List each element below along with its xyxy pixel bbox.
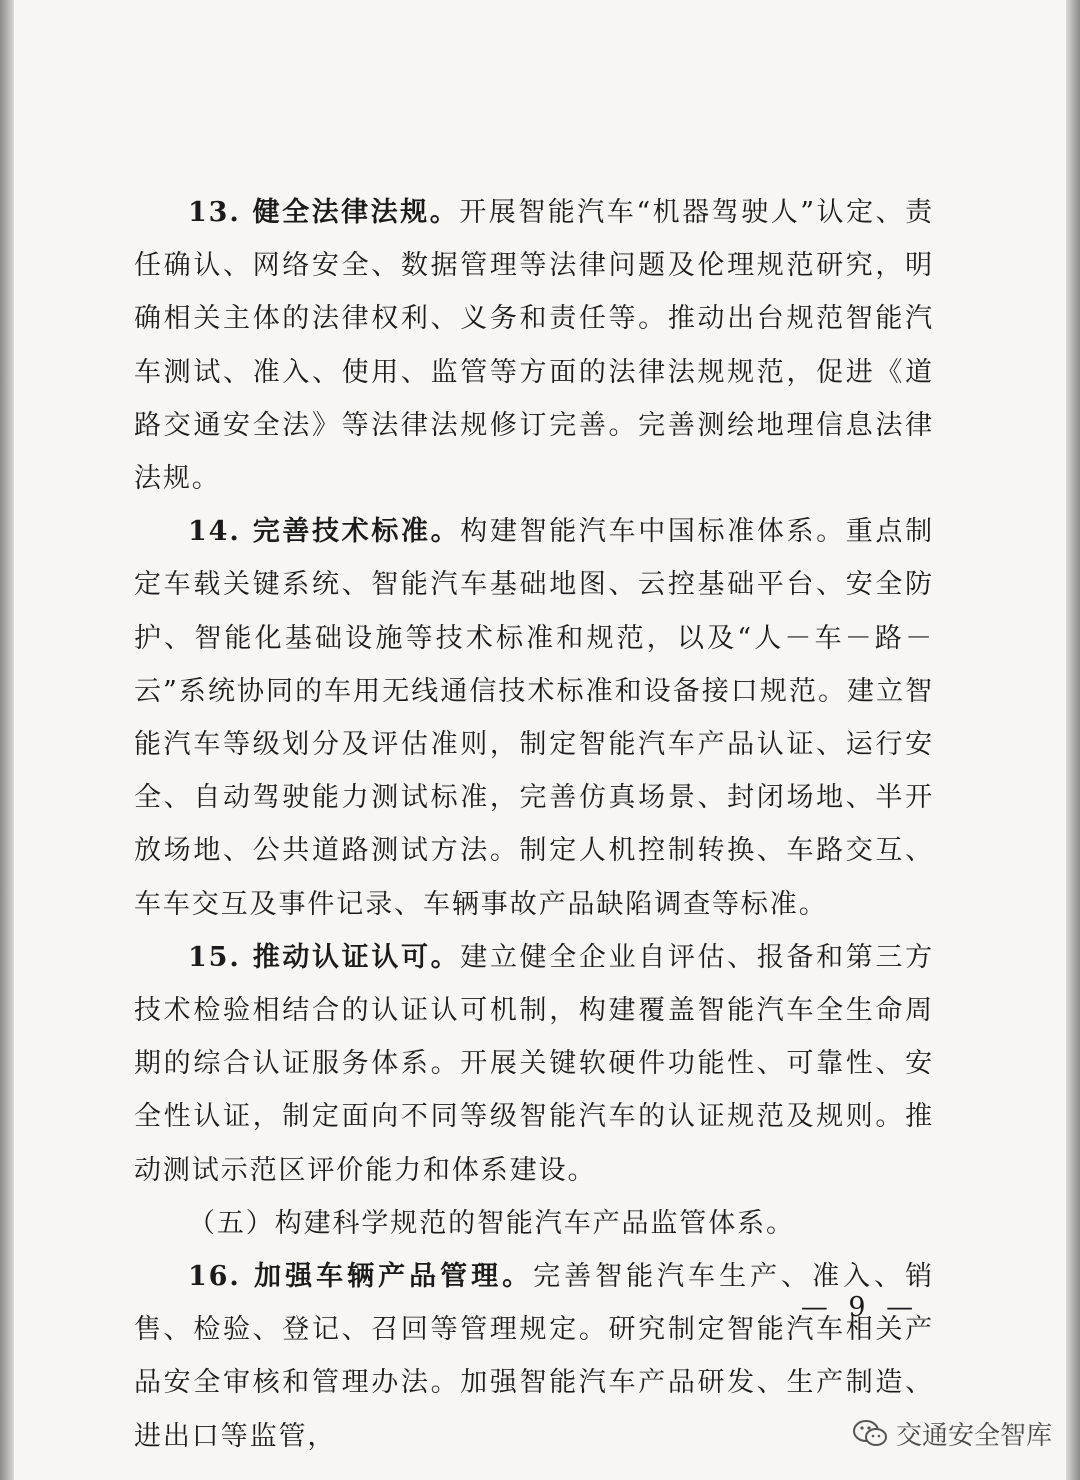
scan-left-edge bbox=[0, 0, 14, 1480]
paragraph-heading: 14. 完善技术标准。 bbox=[188, 516, 461, 548]
paragraph-16 bbox=[134, 1250, 934, 1463]
paragraph-14 bbox=[134, 505, 934, 931]
section-heading: （五）构建科学规范的智能汽车产品监管体系。 bbox=[188, 1207, 795, 1239]
wechat-icon bbox=[852, 1418, 888, 1450]
watermark bbox=[852, 1415, 1052, 1452]
paragraph-13 bbox=[134, 186, 934, 505]
paragraph-text: 构建智能汽车中国标准体系。重点制定车载关键系统、智能汽车基础地图、云控基础平台、安全防护、智能化基础设施等技术标准和规范，以及“人－车－路－云”系统协同的车用无线通信技术标准和设备接口规范。建立智能汽车等级划分及评估准则，制定智能汽车产品认证、运行安全、自动驾驶能力测试标准，完善仿真场景、封闭场地、半开放场地、公共道路测试方法。制定人机控制转换、车路交互、车车交互及事件记录、车辆事故产品缺陷调查等标准。 bbox=[134, 516, 934, 920]
paragraph-heading: 13. 健全法律法规。 bbox=[188, 197, 460, 228]
paragraph-text: 开展智能汽车“机器驾驶人”认定、责任确认、网络安全、数据管理等法律问题及伦理规范研究，明确相关主体的法律权利、义务和责任等。推动出台规范智能汽车测试、准入、使用、监管等方面的法律法规规范，促进《道路交通安全法》等法律法规修订完善。完善测绘地理信息法律法规。 bbox=[134, 197, 934, 495]
paragraph-text: 完善智能汽车生产、准入、销售、检验、登记、召回等管理规定。研究制定智能汽车相关产品安全审核和管理办法。加强智能汽车产品研发、生产制造、进出口等监管， bbox=[134, 1261, 935, 1452]
watermark-text: 交通安全智库 bbox=[895, 1421, 1052, 1451]
page-number: — 9 — bbox=[800, 1292, 920, 1323]
paragraph-15 bbox=[134, 931, 934, 1197]
paragraph-heading: 15. 推动认证认可。 bbox=[188, 941, 461, 973]
scan-right-edge bbox=[1066, 0, 1080, 1480]
document-body bbox=[134, 186, 934, 1463]
paragraph-heading: 16. 加强车辆产品管理。 bbox=[188, 1261, 534, 1293]
paragraph-text: 建立健全企业自评估、报备和第三方技术检验相结合的认证认可机制，构建覆盖智能汽车全生命周期的综合认证服务体系。开展关键软硬件功能性、可靠性、安全性认证，制定面向不同等级智能汽车的认证规范及规则。推动测试示范区评价能力和体系建设。 bbox=[134, 941, 934, 1186]
